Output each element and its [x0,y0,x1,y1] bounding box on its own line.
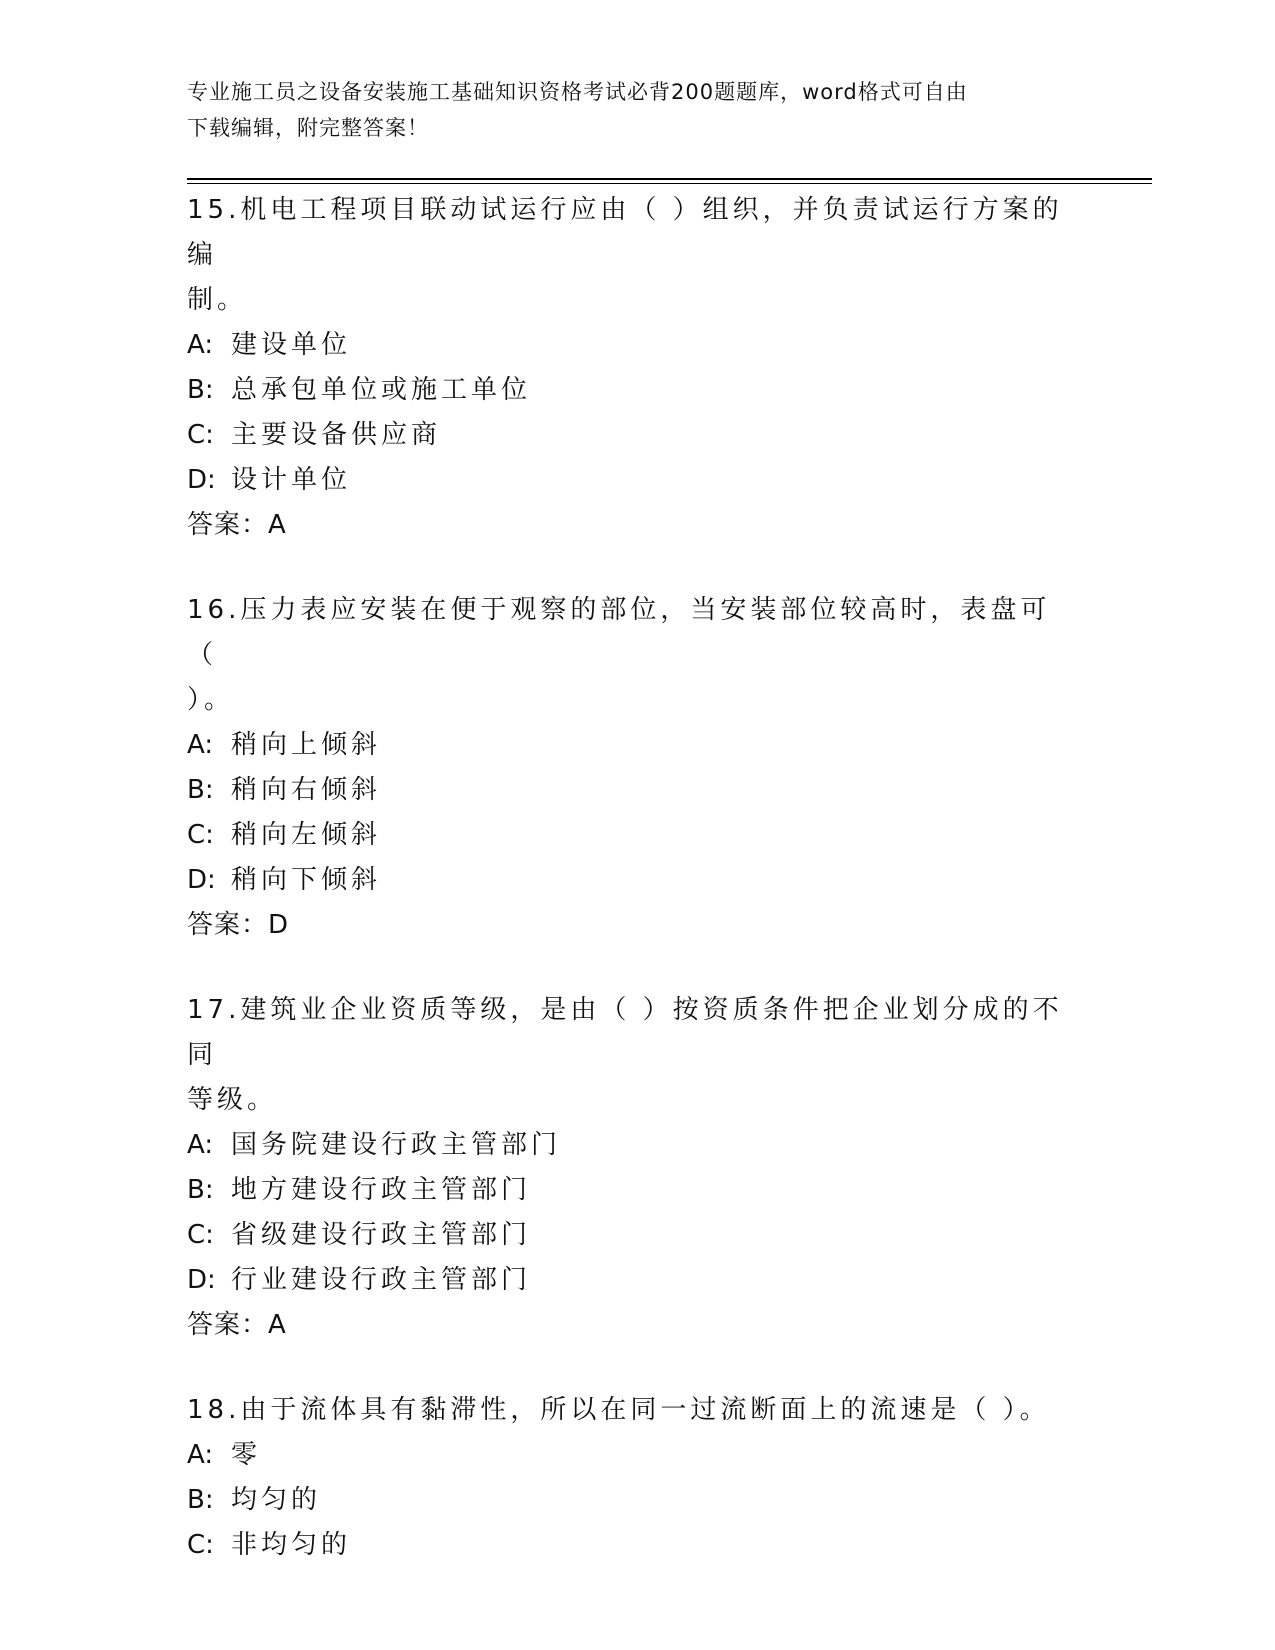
option-key: C: [187,820,214,850]
option-key: A: [187,1440,214,1470]
header-line-1: 专业施工员之设备安装施工基础知识资格考试必背200题题库，word格式可自由 [187,80,968,104]
option-text: 国务院建设行政主管部门 [231,1130,562,1160]
option-text: 稍向上倾斜 [231,730,382,760]
option-text: 总承包单位或施工单位 [231,375,532,405]
option-key: D: [187,1265,216,1295]
document-header [187,74,1067,146]
option-text: 省级建设行政主管部门 [231,1220,532,1250]
option-text: 行业建设行政主管部门 [231,1265,532,1295]
option-text: 非均匀的 [231,1530,352,1560]
option-key: B: [187,1485,214,1515]
question-stem-continued: 制。 [187,285,248,315]
option-text: 建设单位 [231,330,352,360]
option-a [187,1123,1067,1168]
option-key: A: [187,330,214,360]
option-b [187,768,1067,813]
option-key: C: [187,420,214,450]
question-stem: 15.机电工程项目联动试运行应由（ ）组织，并负责试运行方案的编 [187,195,1063,270]
question-16 [187,588,1067,948]
answer-line: 答案：A [187,510,287,540]
option-d [187,1258,1067,1303]
option-text: 稍向下倾斜 [231,865,382,895]
question-stem: 17.建筑业企业资质等级，是由（ ）按资质条件把企业划分成的不同 [187,995,1063,1070]
option-key: B: [187,1175,214,1205]
question-stem: 16.压力表应安装在便于观察的部位，当安装部位较高时，表盘可（ [187,595,1051,670]
option-key: B: [187,375,214,405]
option-key: D: [187,465,216,495]
option-c [187,1213,1067,1258]
option-c [187,813,1067,858]
question-15 [187,188,1067,548]
option-a [187,323,1067,368]
option-a [187,723,1067,768]
option-c [187,1523,1067,1568]
option-key: B: [187,775,214,805]
option-b [187,368,1067,413]
option-a [187,1433,1067,1478]
option-key: A: [187,1130,214,1160]
option-text: 均匀的 [231,1485,322,1515]
option-key: C: [187,1220,214,1250]
option-d [187,858,1067,903]
option-b [187,1168,1067,1213]
question-list [187,188,1067,1608]
question-stem-continued: 等级。 [187,1085,278,1115]
option-key: D: [187,865,216,895]
answer-line: 答案：A [187,1310,287,1340]
option-c [187,413,1067,458]
option-text: 主要设备供应商 [231,420,442,450]
header-line-2: 下载编辑，附完整答案！ [187,116,429,140]
header-divider-thick [187,178,1152,180]
question-18 [187,1388,1067,1568]
option-text: 稍向右倾斜 [231,775,382,805]
option-text: 稍向左倾斜 [231,820,382,850]
answer-line: 答案：D [187,910,290,940]
option-b [187,1478,1067,1523]
option-text: 零 [231,1440,262,1470]
header-divider-thin [187,183,1152,184]
option-text: 地方建设行政主管部门 [231,1175,532,1205]
option-d [187,458,1067,503]
question-stem: 18.由于流体具有黏滞性，所以在同一过流断面上的流速是（ ）。 [187,1395,1050,1425]
option-text: 设计单位 [231,465,352,495]
question-17 [187,988,1067,1348]
question-stem-continued: ）。 [187,685,235,715]
option-key: C: [187,1530,214,1560]
option-key: A: [187,730,214,760]
